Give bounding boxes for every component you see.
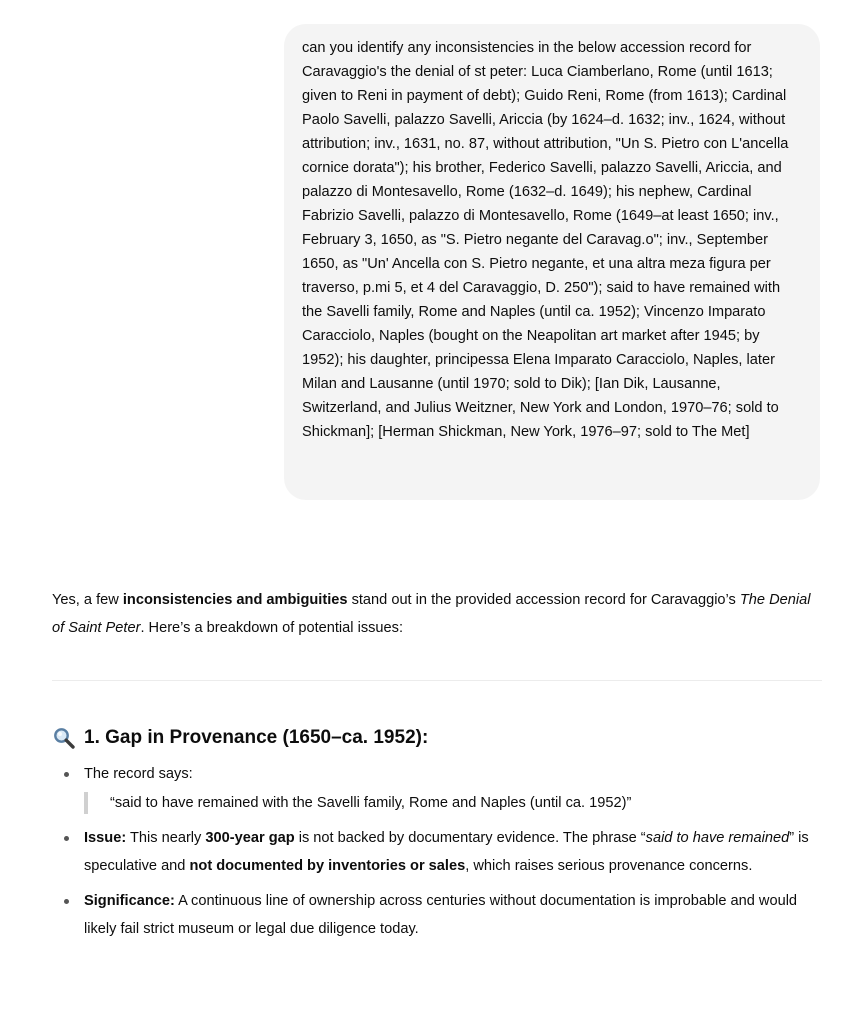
assistant-intro <box>52 586 822 642</box>
bullet-dot <box>64 836 69 841</box>
bullet-text: The record says: <box>84 766 193 782</box>
issue-bold-1: 300-year gap <box>205 830 295 846</box>
intro-text-3: . Here’s a breakdown of potential issues: <box>140 620 404 636</box>
intro-text-1: Yes, a few <box>52 592 123 608</box>
bullet-dot <box>64 899 69 904</box>
issue-list <box>52 760 822 943</box>
magnifier-icon <box>52 726 76 750</box>
issue-text-1: This nearly <box>126 830 206 846</box>
quote-text: “said to have remained with the Savelli family, Rome and Naples (until ca. 1952)” <box>110 795 632 811</box>
significance-text: A continuous line of ownership across centuries without documentation is improbable and would likely fail strict museum or legal due diligence today. <box>84 893 798 937</box>
issue-text-2: is not backed by documentary evidence. The phrase “ <box>294 830 646 846</box>
issue-label: Issue: <box>84 830 127 846</box>
bullet-dot <box>64 772 69 777</box>
section-heading-text: 1. Gap in Provenance (1650–ca. 1952): <box>84 727 429 748</box>
issue-text-4: , which raises serious provenance concerns. <box>465 858 753 874</box>
list-item <box>52 887 822 943</box>
issue-italic: said to have remained <box>645 830 790 846</box>
section-divider <box>52 680 822 681</box>
intro-text-2: stand out in the provided accession record for Caravaggio’s <box>347 592 740 608</box>
list-item <box>52 760 822 814</box>
section-provenance-gap <box>52 722 822 950</box>
significance-label: Significance: <box>84 893 175 909</box>
user-message-text: can you identify any inconsistencies in the below accession record for Caravaggio's the denial of st peter: Luca Ciamberlano, Rome (until 1613; given to Reni in payment of debt); Guido Reni, Rome (from 1613); Cardinal Paolo Savelli, palazzo Savelli, Ariccia (by 1624–d. 1632; inv., 1624, without attribution; inv., 1631, no. 87, without attribution, "Un S. Pietro con L'ancella cornice dorata"); his brother, Federico Savelli, palazzo Savelli, Ariccia, and palazzo di Montesavello, Rome (1632–d. 1649); his nephew, Cardinal Fabrizio Savelli, palazzo di Montesavello, Rome (1649–at least 1650; inv., February 3, 1650, as "S. Pietro negante del Caravag.o"; inv., September 1650, as "Un' Ancella con S. Pietro negante, et una altra meza figura per traverso, p.mi 5, et 4 del Caravaggio, D. 250"); said to have remained with the Savelli family, Rome and Naples (until ca. 1952); Vincenzo Imparato Caracciolo, Naples (bought on the Neapolitan art market after 1945; by 1952); his daughter, principessa Elena Imparato Caracciolo, Naples, later Milan and Lausanne (until 1970; sold to Dik); [Ian Dik, Lausanne, Switzerland, and Julius Weitzner, New York and London, 1970–76; sold to Shickman]; [Herman Shickman, New York, 1976–97; sold to The Met] <box>302 40 789 440</box>
section-heading <box>52 722 822 754</box>
list-item <box>52 824 822 880</box>
blockquote <box>84 792 822 814</box>
intro-bold: inconsistencies and ambiguities <box>122 592 348 608</box>
intro-paragraph <box>52 586 822 642</box>
issue-bold-2: not documented by inventories or sales <box>189 858 466 874</box>
issue-text-3: ” is speculative and <box>84 830 809 874</box>
user-message-bubble <box>284 24 820 500</box>
intro-artwork-title: The Denial of Saint Peter <box>52 592 811 636</box>
